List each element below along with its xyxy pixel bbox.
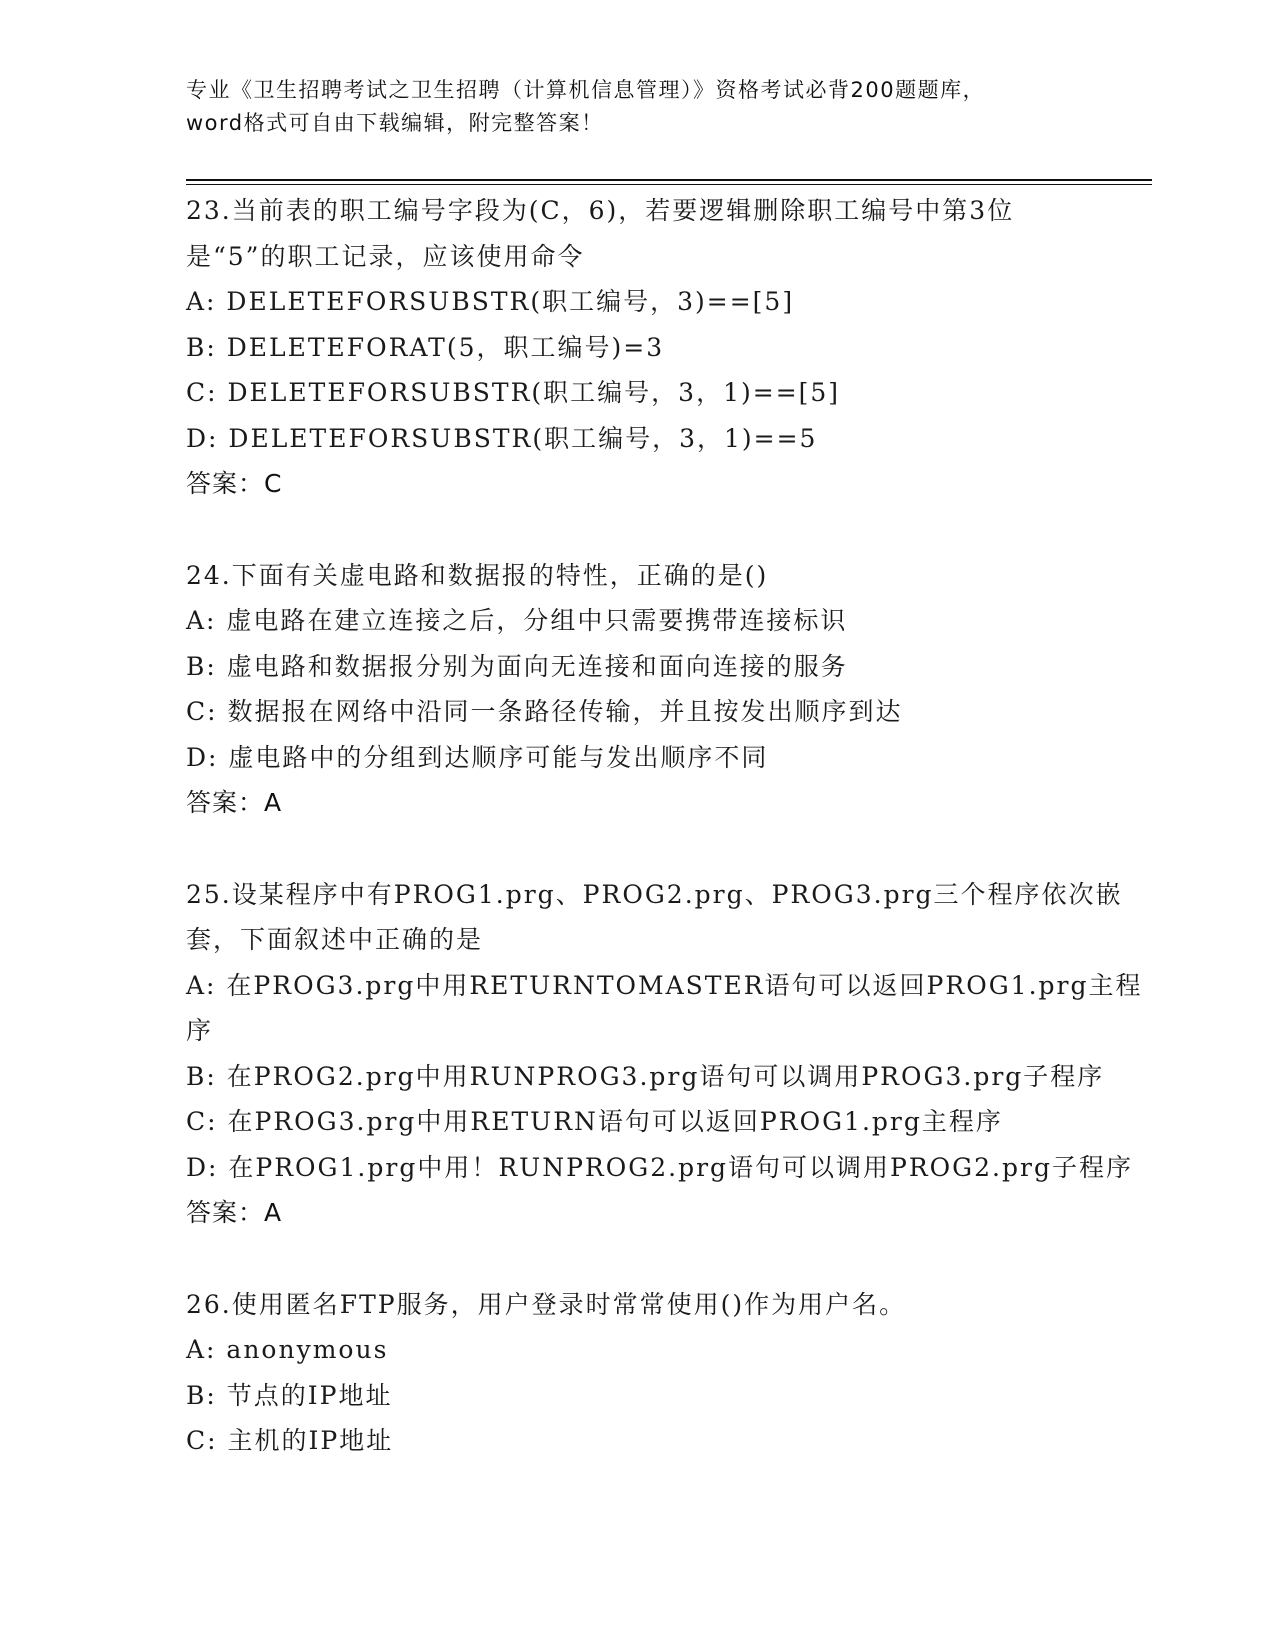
header-divider-thin	[186, 184, 1152, 185]
answer-line: 答案：C	[186, 469, 283, 498]
option-a: A: DELETEFORSUBSTR(职工编号，3)==[5]	[186, 287, 795, 316]
question-spacer	[186, 826, 1086, 872]
option-c: C: 数据报在网络中沿同一条路径传输，并且按发出顺序到达	[186, 697, 903, 726]
question-stem: 26.使用匿名FTP服务，用户登录时常常使用()作为用户名。	[186, 1289, 907, 1319]
option-b: B: DELETEFORAT(5，职工编号)=3	[186, 332, 665, 362]
option-b: B: 在PROG2.prg中用RUNPROG3.prg语句可以调用PROG3.prg子程序	[186, 1061, 1105, 1091]
option-d: D: 在PROG1.prg中用！RUNPROG2.prg语句可以调用PROG2.prg子程序	[186, 1152, 1133, 1182]
question-stem: 24.下面有关虚电路和数据报的特性，正确的是()	[186, 560, 769, 590]
option-c: C: 主机的IP地址	[186, 1426, 394, 1455]
option-a: A: 在PROG3.prg中用RETURNTOMASTER语句可以返回PROG1.prg主程	[186, 970, 1143, 1000]
header-divider-thick	[186, 179, 1152, 181]
question-26	[186, 1282, 1086, 1464]
question-stem: 23.当前表的职工编号字段为(C，6)，若要逻辑删除职工编号中第3位	[186, 196, 1015, 225]
option-b: B: 虚电路和数据报分别为面向无连接和面向连接的服务	[186, 651, 848, 681]
option-a-continued: 序	[186, 1016, 214, 1045]
option-c: C: DELETEFORSUBSTR(职工编号，3，1)==[5]	[186, 378, 841, 407]
question-stem-continued: 套，下面叙述中正确的是	[186, 925, 484, 954]
header-line-2: word格式可自由下载编辑，附完整答案！	[186, 111, 604, 135]
option-d: D: 虚电路中的分组到达顺序可能与发出顺序不同	[186, 742, 769, 772]
question-stem-continued: 是“5”的职工记录，应该使用命令	[186, 241, 585, 271]
question-25	[186, 872, 1143, 1236]
question-23	[186, 188, 1086, 507]
answer-line: 答案：A	[186, 1198, 283, 1227]
question-stem: 25.设某程序中有PROG1.prg、PROG2.prg、PROG3.prg三个程序依次嵌	[186, 879, 1123, 909]
option-a: A: anonymous	[186, 1335, 389, 1364]
option-d: D: DELETEFORSUBSTR(职工编号，3，1)==5	[186, 423, 818, 453]
document-header	[186, 74, 1086, 140]
option-c: C: 在PROG3.prg中用RETURN语句可以返回PROG1.prg主程序	[186, 1107, 1003, 1136]
question-list	[186, 188, 1143, 1464]
header-line-1: 专业《卫生招聘考试之卫生招聘（计算机信息管理）》资格考试必背200题题库，	[186, 78, 986, 102]
answer-line: 答案：A	[186, 788, 283, 817]
question-spacer	[186, 1236, 1086, 1282]
question-spacer	[186, 507, 1086, 553]
question-24	[186, 553, 1086, 826]
option-b: B: 节点的IP地址	[186, 1380, 393, 1410]
option-a: A: 虚电路在建立连接之后，分组中只需要携带连接标识	[186, 606, 848, 635]
